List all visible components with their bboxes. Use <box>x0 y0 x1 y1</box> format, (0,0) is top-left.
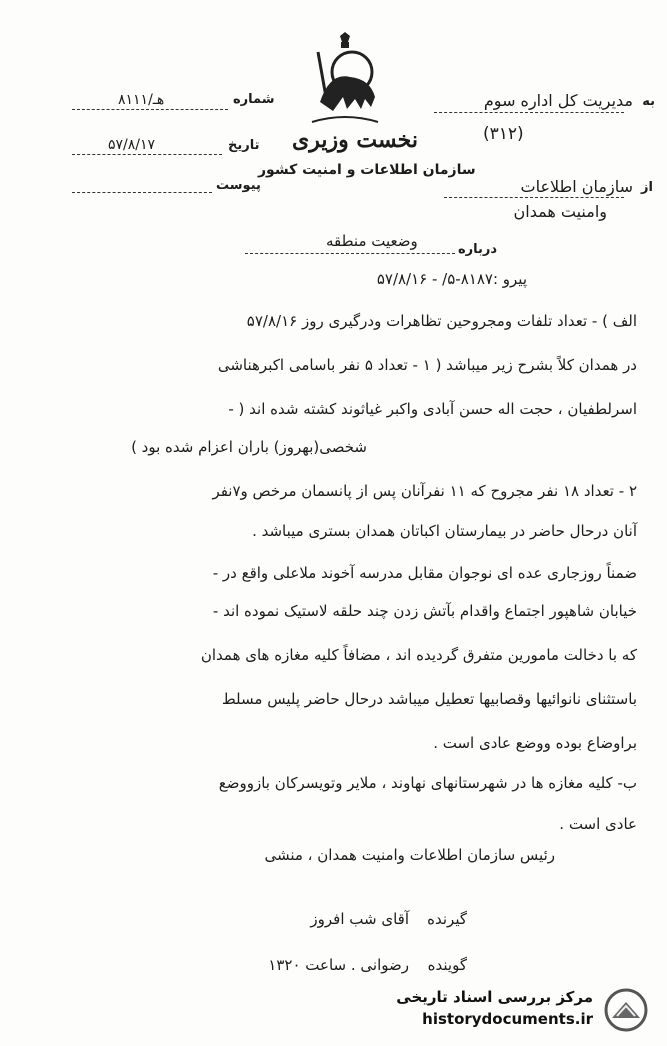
office-title: نخست وزیری <box>292 127 418 153</box>
signature-line: رئیس سازمان اطلاعات وامنیت همدان ، منشی <box>264 846 555 864</box>
subject-underline <box>245 253 455 254</box>
body-line: عادی است . <box>559 815 637 833</box>
from-label: از <box>641 180 653 195</box>
subject-value: وضعیت منطقه <box>326 232 418 250</box>
watermark <box>369 986 649 1034</box>
body-line: آنان درحال حاضر در بیمارستان اکباتان همدان بستری میباشد . <box>252 522 637 540</box>
speaker-value: رضوانی . ساعت ۱۳۲۰ <box>268 956 409 974</box>
watermark-persian: مرکز بررسی اسناد تاریخی <box>396 988 593 1006</box>
body-line: شخصی(بهروز) باران اعزام شده بود ) <box>131 438 367 456</box>
body-line: که با دخالت مامورین متفرق گردیده اند ، مضافاً کلیه مغازه های همدان <box>200 646 637 664</box>
recipient-label: گیرنده <box>427 910 467 928</box>
to-value: مدیریت کل اداره سوم <box>483 91 633 110</box>
recipient-value: آقای شب افروز <box>310 910 409 928</box>
from-value-line1: سازمان اطلاعات <box>520 177 633 196</box>
attachment-label: پیوست <box>216 178 261 193</box>
from-underline <box>444 197 624 198</box>
number-label: شماره <box>233 92 275 107</box>
office-subtitle: سازمان اطلاعات و امنیت کشور <box>258 162 476 178</box>
body-line: براوضاع بوده ووضع عادی است . <box>433 734 637 752</box>
speaker-label: گوینده <box>427 956 467 974</box>
from-value-line2: وامنیت همدان <box>513 202 607 221</box>
body-line: باستثنای نانوائیها وقصابیها تعطیل میباشد درحال حاضر پلیس مسلط <box>221 690 637 708</box>
date-label: تاریخ <box>228 138 260 153</box>
lion-and-sun-crest-icon <box>300 32 390 127</box>
attachment-underline <box>72 192 212 193</box>
subject-label: درباره <box>458 242 498 257</box>
body-line: ضمناً روزجاری عده ای نوجوان مقابل مدرسه آخوند ملاعلی واقع در - <box>212 564 637 582</box>
date-underline <box>72 154 222 155</box>
number-value: ۸۱۱۱/هـ <box>118 92 165 108</box>
body-line: خیابان شاهپور اجتماع واقدام بآتش زدن چند حلقه لاستیک نموده اند - <box>212 602 637 620</box>
archive-book-logo-icon <box>603 988 649 1032</box>
to-underline <box>434 112 624 113</box>
body-line: اسرلطفیان ، حجت اله حسن آبادی واکبر غیاثوند کشته شده اند ( - <box>228 400 637 418</box>
body-line: ۲ - تعداد ۱۸ نفر مجروح که ۱۱ نفرآنان پس از پانسمان مرخص و۷نفر <box>212 482 637 500</box>
watermark-url: historydocuments.ir <box>422 1010 593 1028</box>
body-line: ب- کلیه مغازه ها در شهرستانهای نهاوند ، ملایر وتویسرکان بازووضع <box>218 774 637 792</box>
to-code: (۳۱۲) <box>483 124 524 144</box>
body-line: الف ) - تعداد تلفات ومجروحین تظاهرات ودرگیری روز ۵۷/۸/۱۶ <box>246 312 637 330</box>
reference-line: پیرو :۸۱۸۷-۵/ - ۵۷/۸/۱۶ <box>376 270 527 288</box>
number-underline <box>72 109 228 110</box>
body-line: در همدان کلاً بشرح زیر میباشد ( ۱ - تعداد ۵ نفر باسامی اکبرهناشی <box>217 356 637 374</box>
date-value: ۵۷/۸/۱۷ <box>108 137 156 153</box>
to-label: به <box>642 94 655 109</box>
